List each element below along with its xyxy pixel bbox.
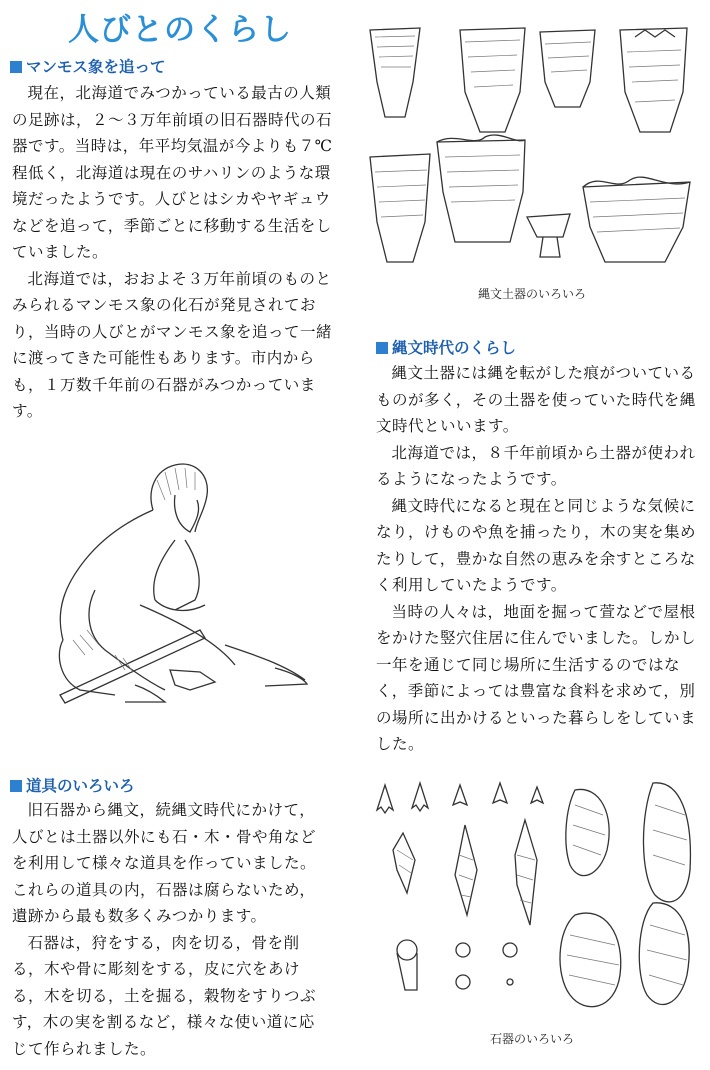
jomon-pottery-illustration: [365, 22, 695, 267]
pottery-caption: 縄文土器のいろいろ: [478, 287, 587, 301]
paragraph: 縄文土器には縄を転がした痕がついているものが多く，その土器を使っていた時代を縄文時代といいます。: [376, 364, 696, 435]
paragraph: 北海道では，８千年前頃から土器が使われるようになったようです。: [376, 443, 696, 488]
stone-tools-caption: 石器のいろいろ: [490, 1032, 575, 1046]
paragraph: 縄文時代になると現在と同じような気候になり，けものや魚を捕ったり，木の実を集めたりして，豊かな自然の恵みを余すところなく利用していたようです。: [376, 496, 697, 594]
heading-marker-icon: [10, 780, 22, 792]
section-body-tools: [12, 797, 324, 1062]
heading-text: 道具のいろいろ: [26, 777, 135, 795]
paragraph: 北海道では，おおよそ３万年前頃のものとみられるマンモス象の化石が発見されており，当時の人びとがマンモス象を追って一緒に渡ってきた可能性もあります。市内からも，１万数千年前の石器がみつかっています。: [12, 269, 333, 420]
section-body-jomon: [376, 360, 696, 758]
section-body-mammoth: [12, 80, 337, 425]
paragraph: 現在，北海道でみつかっている最古の人類の足跡は，２～３万年前頃の旧石器時代の石器です。当時は，年平均気温が今よりも７℃程低く，北海道は現在のサハリンのような環境だったようです。人びとはシカやヤギュウなどを追って，季節ごとに移動する生活をしていました。: [12, 84, 333, 261]
heading-marker-icon: [376, 342, 388, 354]
page-title: 人びとのくらし: [68, 12, 292, 48]
section-heading-jomon: [376, 336, 516, 358]
heading-marker-icon: [10, 61, 22, 73]
paragraph: 石器は，狩をする，肉を切る，骨を削る，木や骨に彫刻をする，皮に穴をあける，木を切る，土を掘る，穀物をすりつぶす，木の実を割るなど，様々な使い道に応じて作られました。: [12, 933, 317, 1058]
section-heading-mammoth: [10, 55, 166, 77]
heading-text: マンモス象を追って: [26, 58, 166, 76]
section-heading-tools: [10, 774, 135, 796]
paragraph: 旧石器から縄文，続縄文時代にかけて，人びとは土器以外にも石・木・骨や角などを利用して様々な道具を作っていました。これらの道具の内，石器は腐らないため，遺跡から最も数多くみつかります。: [12, 801, 317, 925]
stone-tools-illustration: [375, 775, 700, 1020]
heading-text: 縄文時代のくらし: [392, 339, 517, 357]
person-making-stone-tool-icon: [25, 440, 325, 715]
paragraph: 当時の人々は，地面を掘って萱などで屋根をかけた竪穴住居に住んでいました。しかし一年を通じて同じ場所に生活するのではなく，季節によっては豊富な食料を求めて，別の場所に出かけるといった暮らしをしていました。: [376, 602, 697, 753]
